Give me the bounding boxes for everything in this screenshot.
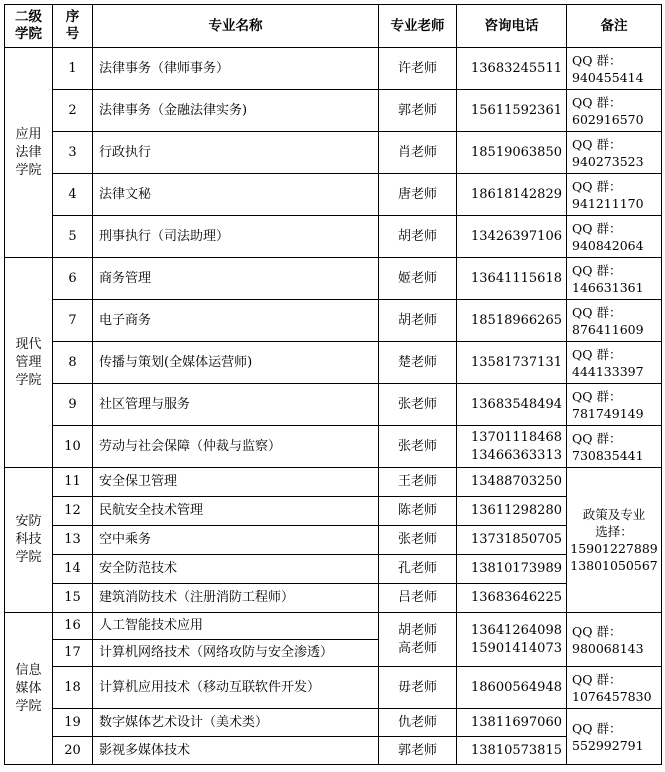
- phone-number: 13701118468 13466363313: [457, 426, 567, 468]
- table-row: [5, 555, 662, 584]
- header-major: 专业名称: [93, 5, 379, 48]
- phone-number: 13810173989: [457, 555, 567, 584]
- row-no: 19: [53, 709, 93, 737]
- table-row: [5, 48, 662, 90]
- table-row: [5, 132, 662, 174]
- qq-note: QQ 群： 781749149: [567, 384, 662, 426]
- major-name: 计算机应用技术（移动互联软件开发）: [93, 667, 379, 709]
- major-name: 法律事务（律师事务）: [93, 48, 379, 90]
- teacher-name: 毋老师: [379, 667, 457, 709]
- major-name: 影视多媒体技术: [93, 737, 379, 765]
- major-name: 电子商务: [93, 300, 379, 342]
- college-cell: 应用 法律 学院: [5, 48, 53, 258]
- row-no: 15: [53, 584, 93, 613]
- teacher-name: 郭老师: [379, 90, 457, 132]
- row-no: 7: [53, 300, 93, 342]
- header-phone: 咨询电话: [457, 5, 567, 48]
- teacher-name: 张老师: [379, 426, 457, 468]
- phone-number: 13810573815: [457, 737, 567, 765]
- teacher-name: 张老师: [379, 526, 457, 555]
- row-no: 13: [53, 526, 93, 555]
- phone-number: 13641264098 15901414073: [457, 613, 567, 667]
- row-no: 18: [53, 667, 93, 709]
- row-no: 20: [53, 737, 93, 765]
- major-name: 安全保卫管理: [93, 468, 379, 497]
- teacher-name: 王老师: [379, 468, 457, 497]
- major-name: 安全防范技术: [93, 555, 379, 584]
- table-row: [5, 426, 662, 468]
- phone-number: 18600564948: [457, 667, 567, 709]
- row-no: 9: [53, 384, 93, 426]
- table-row: [5, 174, 662, 216]
- qq-note: QQ 群： 552992791: [567, 709, 662, 765]
- table-row: [5, 613, 662, 640]
- phone-number: 18519063850: [457, 132, 567, 174]
- table-row: [5, 526, 662, 555]
- phone-number: 13611298280: [457, 497, 567, 526]
- phone-number: 18618142829: [457, 174, 567, 216]
- phone-number: 13641115618: [457, 258, 567, 300]
- qq-note: QQ 群： 940455414: [567, 48, 662, 90]
- table-row: [5, 468, 662, 497]
- phone-number: 13731850705: [457, 526, 567, 555]
- anfang-policy-note: 政策及专业 选择： 15901227889 13801050567: [567, 468, 662, 613]
- major-name: 劳动与社会保障（仲裁与监察）: [93, 426, 379, 468]
- phone-number: 13581737131: [457, 342, 567, 384]
- major-name: 法律事务（金融法律实务): [93, 90, 379, 132]
- row-no: 1: [53, 48, 93, 90]
- qq-note: QQ 群： 876411609: [567, 300, 662, 342]
- header-note: 备注: [567, 5, 662, 48]
- major-contact-table: [4, 4, 662, 765]
- table-row: [5, 300, 662, 342]
- phone-number: 13811697060: [457, 709, 567, 737]
- table-row: [5, 497, 662, 526]
- table-row: [5, 258, 662, 300]
- table-row: [5, 90, 662, 132]
- table-row: [5, 737, 662, 765]
- row-no: 5: [53, 216, 93, 258]
- row-no: 6: [53, 258, 93, 300]
- qq-note: QQ 群： 146631361: [567, 258, 662, 300]
- phone-number: 13683548494: [457, 384, 567, 426]
- row-no: 10: [53, 426, 93, 468]
- phone-number: 18518966265: [457, 300, 567, 342]
- qq-note: QQ 群： 940273523: [567, 132, 662, 174]
- teacher-name: 张老师: [379, 384, 457, 426]
- college-cell: 安防 科技 学院: [5, 468, 53, 613]
- row-no: 2: [53, 90, 93, 132]
- table-row: [5, 584, 662, 613]
- teacher-name: 陈老师: [379, 497, 457, 526]
- qq-note: QQ 群： 941211170: [567, 174, 662, 216]
- row-no: 12: [53, 497, 93, 526]
- major-name: 建筑消防技术（注册消防工程师）: [93, 584, 379, 613]
- qq-note: QQ 群： 444133397: [567, 342, 662, 384]
- row-no: 11: [53, 468, 93, 497]
- major-name: 数字媒体艺术设计（美术类）: [93, 709, 379, 737]
- major-name: 刑事执行（司法助理）: [93, 216, 379, 258]
- college-cell: 现代 管理 学院: [5, 258, 53, 468]
- row-no: 8: [53, 342, 93, 384]
- teacher-name: 吕老师: [379, 584, 457, 613]
- phone-number: 15611592361: [457, 90, 567, 132]
- qq-note: QQ 群： 730835441: [567, 426, 662, 468]
- table-row: [5, 216, 662, 258]
- teacher-name: 楚老师: [379, 342, 457, 384]
- row-no: 16: [53, 613, 93, 640]
- table-row: [5, 342, 662, 384]
- row-no: 17: [53, 640, 93, 667]
- phone-number: 13426397106: [457, 216, 567, 258]
- table-row: [5, 709, 662, 737]
- teacher-name: 仇老师: [379, 709, 457, 737]
- major-name: 民航安全技术管理: [93, 497, 379, 526]
- major-name: 社区管理与服务: [93, 384, 379, 426]
- row-no: 4: [53, 174, 93, 216]
- major-name: 传播与策划(全媒体运营师): [93, 342, 379, 384]
- teacher-name: 郭老师: [379, 737, 457, 765]
- header-college: 二级 学院: [5, 5, 53, 48]
- header-row: [5, 5, 662, 48]
- row-no: 3: [53, 132, 93, 174]
- phone-number: 13683245511: [457, 48, 567, 90]
- table-row: [5, 667, 662, 709]
- major-name: 行政执行: [93, 132, 379, 174]
- qq-note: QQ 群： 602916570: [567, 90, 662, 132]
- qq-note: QQ 群： 1076457830: [567, 667, 662, 709]
- header-teacher: 专业老师: [379, 5, 457, 48]
- teacher-name: 许老师: [379, 48, 457, 90]
- teacher-name: 胡老师: [379, 216, 457, 258]
- qq-note: QQ 群： 980068143: [567, 613, 662, 667]
- header-no: 序 号: [53, 5, 93, 48]
- table-row: [5, 384, 662, 426]
- qq-note: QQ 群： 940842064: [567, 216, 662, 258]
- major-name: 空中乘务: [93, 526, 379, 555]
- teacher-name: 肖老师: [379, 132, 457, 174]
- teacher-name: 唐老师: [379, 174, 457, 216]
- teacher-name: 孔老师: [379, 555, 457, 584]
- teacher-name: 胡老师 高老师: [379, 613, 457, 667]
- phone-number: 13488703250: [457, 468, 567, 497]
- teacher-name: 姬老师: [379, 258, 457, 300]
- major-name: 人工智能技术应用: [93, 613, 379, 640]
- teacher-name: 胡老师: [379, 300, 457, 342]
- major-name: 法律文秘: [93, 174, 379, 216]
- major-name: 商务管理: [93, 258, 379, 300]
- college-cell: 信息 媒体 学院: [5, 613, 53, 765]
- phone-number: 13683646225: [457, 584, 567, 613]
- row-no: 14: [53, 555, 93, 584]
- major-name: 计算机网络技术（网络攻防与安全渗透）: [93, 640, 379, 667]
